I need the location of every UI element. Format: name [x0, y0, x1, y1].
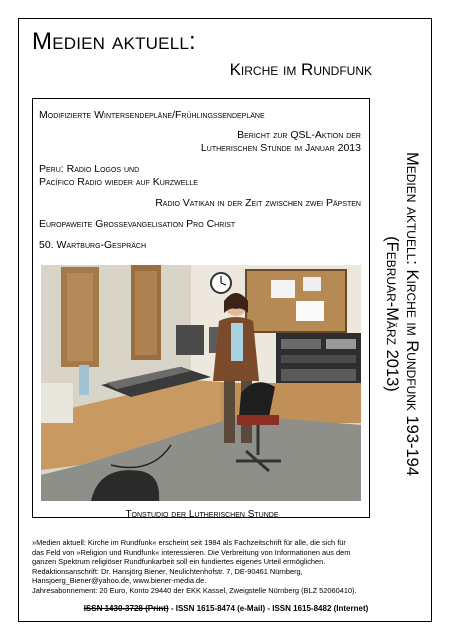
toc-item-sendeplaene: Modifizierte Wintersendepläne/Frühlingssendepläne	[39, 109, 265, 121]
info-line: Jahresabonnement: 20 Euro, Konto 29440 der EKK Kassel, Zweigstelle Nürnberg (BLZ 52060410).	[32, 585, 357, 595]
spine-title	[378, 104, 422, 524]
toc-item-peru-2: Pacífico Radio wieder auf Kurzwelle	[39, 176, 198, 188]
toc-item-qsl-1: Bericht zur QSL-Aktion der	[237, 129, 361, 141]
info-line: Redaktionsanschrift: Dr. Hansjörg Biener, Neulichtenhofstr. 7, DE-90461 Nürnberg,	[32, 566, 303, 576]
studio-photo	[41, 265, 361, 501]
spine-line-2: (Februar-März 2013)	[383, 236, 401, 392]
info-line: »Medien aktuell: Kirche im Rundfunk« erscheint seit 1984 als Fachzeitschrift für alle, die sich für	[32, 538, 346, 547]
issn-print: ISSN 1430-3728 (Print)	[83, 604, 169, 613]
spine-line-1: Medien aktuell: Kirche im Rundfunk 193-194	[403, 151, 421, 477]
toc-item-peru-1: Peru: Radio Logos und	[39, 163, 140, 175]
info-line: Hansjoerg_Biener@yahoo.de, www.biener-media.de.	[32, 576, 207, 586]
page-subtitle: Kirche im Rundfunk	[229, 60, 372, 79]
info-line: das Feld von »Religion und Rundfunk« interessieren. Die Verbreitung von Informationen aus dem	[32, 547, 351, 557]
issn-line	[0, 604, 452, 613]
toc-item-qsl-2: Lutherischen Stunde im Januar 2013	[200, 142, 361, 154]
toc-item-wartburg: 50. Wartburg-Gespräch	[39, 239, 147, 251]
info-line: ganzen Spektrum religiöser Rundfunkarbeit soll ein fundiertes eigenes Urteil ermöglichen.	[32, 557, 326, 567]
page-title: Medien aktuell:	[32, 28, 196, 55]
publication-info	[32, 538, 420, 596]
photo-caption: Tonstudio der Lutherischen Stunde	[125, 509, 279, 520]
toc-item-vatikan: Radio Vatikan in der Zeit zwischen zwei Päpsten	[155, 197, 361, 209]
toc-item-prochrist: Europaweite Grossevangelisation Pro Christ	[39, 218, 236, 230]
issn-electronic: - ISSN 1615-8474 (e-Mail) - ISSN 1615-8482 (Internet)	[168, 604, 369, 613]
